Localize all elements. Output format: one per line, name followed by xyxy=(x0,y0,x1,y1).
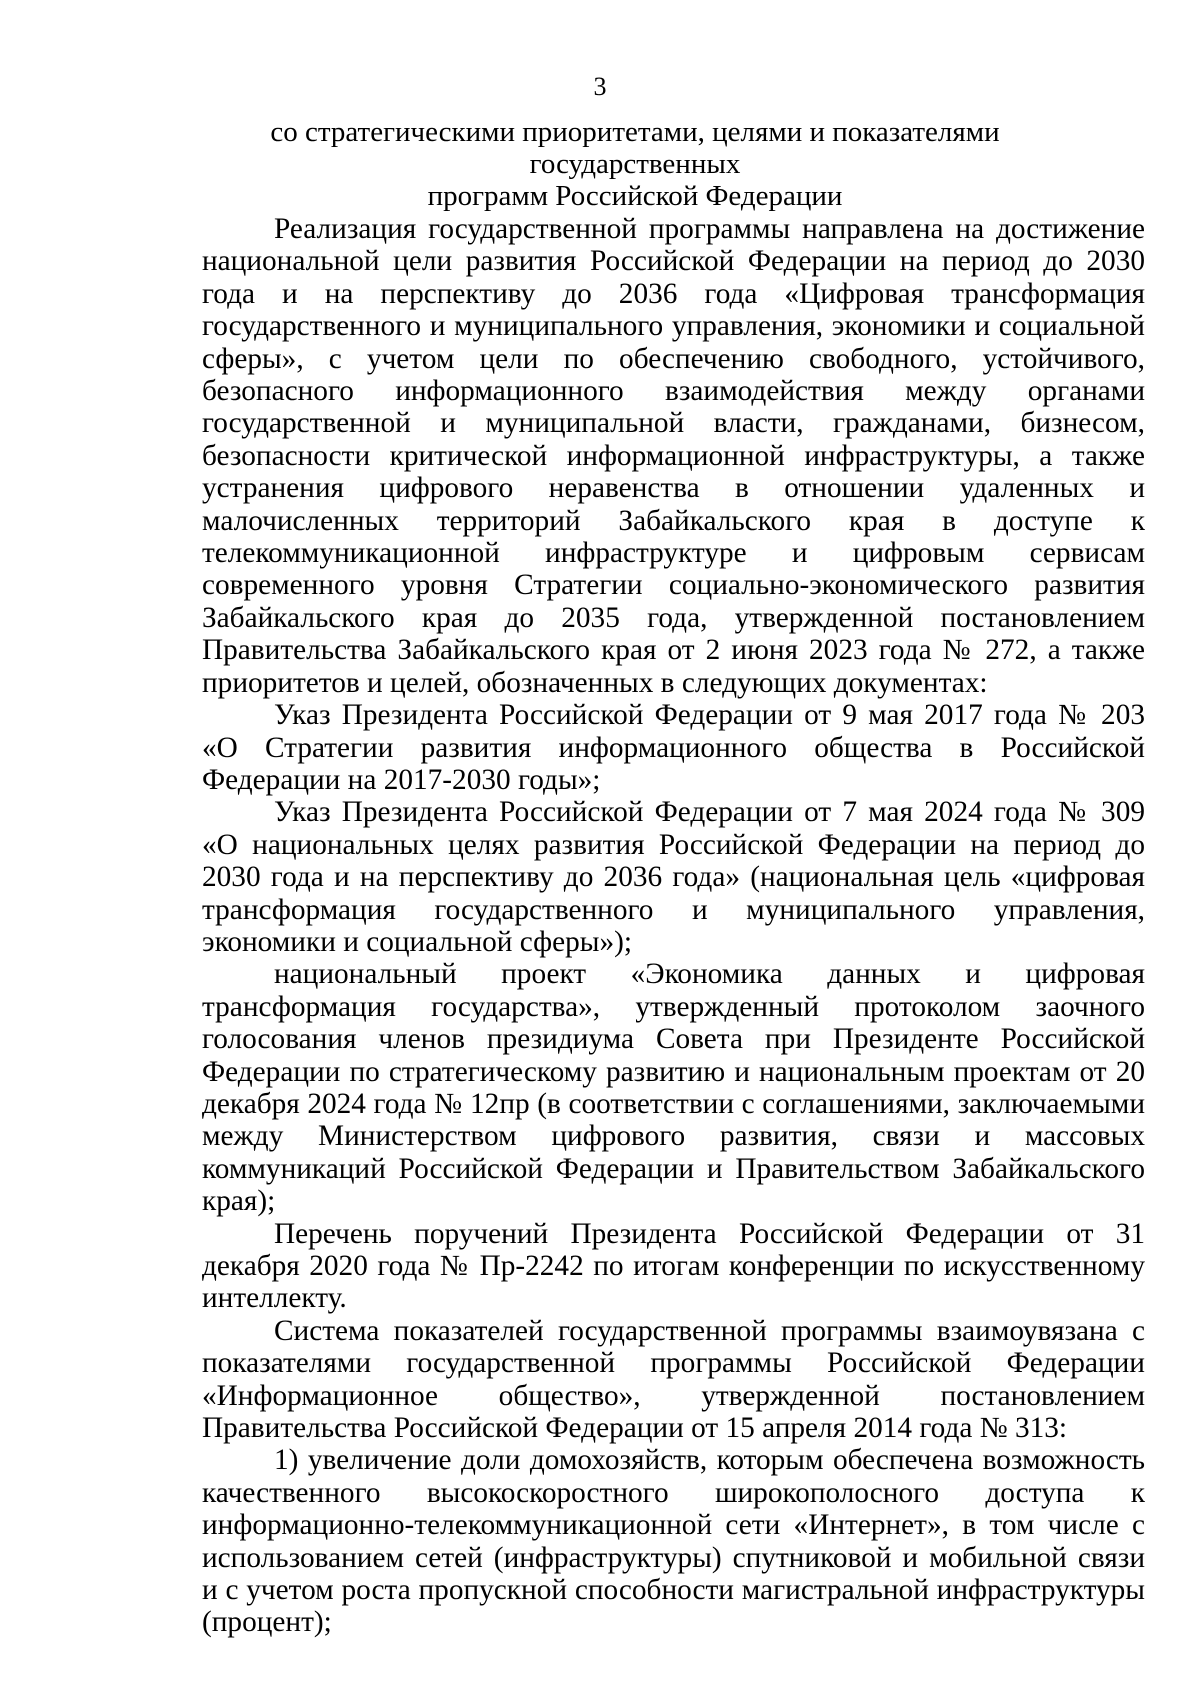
document-body xyxy=(202,213,1145,1639)
paragraph-intro: Реализация государственной программы направлена на достижение национальной цели развития Российской Федерации на период до 2030 года и на перспективу до 2036 года «Цифровая трансформация государственного и муниципального управления, экономики и социальной сферы», с учетом цели по обеспечению свободного, устойчивого, безопасного информационного взаимодействия между органами государственной и муниципальной власти, гражданами, бизнесом, безопасности критической информационной инфраструктуры, а также устранения цифрового неравенства в отношении удаленных и малочисленных территорий Забайкальского края в доступе к телекоммуникационной инфраструктуре и цифровым сервисам современного уровня Стратегии социально-экономического развития Забайкальского края до 2035 года, утвержденной постановлением Правительства Забайкальского края от 2 июня 2023 года № 272, а также приоритетов и целей, обозначенных в следующих документах: xyxy=(202,213,1145,699)
paragraph-indicator-1: 1) увеличение доли домохозяйств, которым обеспечена возможность качественного высокоскоростного широкополосного доступа к информационно-телекоммуникационной сети «Интернет», в том числе с использованием сетей (инфраструктуры) спутниковой и мобильной связи и с учетом роста пропускной способности магистральной инфраструктуры (процент); xyxy=(202,1444,1145,1639)
paragraph-national-project: национальный проект «Экономика данных и цифровая трансформация государства», утвержденный протоколом заочного голосования членов президиума Совета при Президенте Российской Федерации по стратегическому развитию и национальным проектам от 20 декабря 2024 года № 12пр (в соответствии с соглашениями, заключаемыми между Министерством цифрового развития, связи и массовых коммуникаций Российской Федерации и Правительством Забайкальского края); xyxy=(202,958,1145,1218)
page-number: 3 xyxy=(593,72,607,101)
paragraph-decree-309: Указ Президента Российской Федерации от 7 мая 2024 года № 309 «О национальных целях развития Российской Федерации на период до 2030 года и на перспективу до 2036 года» (национальная цель «цифровая трансформация государственного и муниципального управления, экономики и социальной сферы»); xyxy=(202,796,1145,958)
paragraph-decree-203: Указ Президента Российской Федерации от 9 мая 2017 года № 203 «О Стратегии развития информационного общества в Российской Федерации на 2017-2030 годы»; xyxy=(202,699,1145,796)
paragraph-indicator-system: Система показателей государственной программы взаимоувязана с показателями государственной программы Российской Федерации «Информационное общество», утвержденной постановлением Правительства Российской Федерации от 15 апреля 2014 года № 313: xyxy=(202,1314,1145,1445)
heading-line-2: программ Российской Федерации xyxy=(427,180,843,212)
heading-line-1: со стратегическими приоритетами, целями и показателями государственных xyxy=(270,116,1000,180)
section-heading xyxy=(190,116,1080,212)
paragraph-instructions-list: Перечень поручений Президента Российской Федерации от 31 декабря 2020 года № Пр-2242 по итогам конференции по искусственному интеллекту. xyxy=(202,1217,1145,1315)
